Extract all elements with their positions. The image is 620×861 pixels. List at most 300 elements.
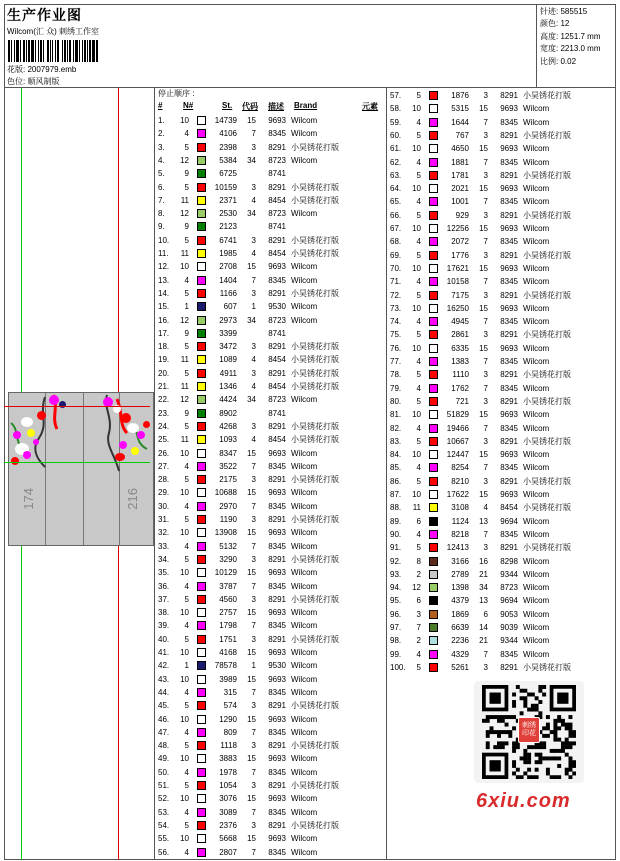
- row-needle: 10: [412, 343, 421, 353]
- row-stitches: 3522: [219, 461, 237, 471]
- row-description: 9039: [500, 623, 518, 632]
- row-index: 29.: [158, 488, 170, 498]
- row-code: 34: [247, 209, 256, 219]
- row-brand: Wilcom: [291, 488, 318, 498]
- row-brand: Wilcom: [523, 569, 550, 579]
- row-needle: 4: [184, 501, 189, 511]
- row-index: 43.: [158, 674, 170, 684]
- row-description: 8291: [500, 370, 518, 380]
- row-stitches: 809: [223, 727, 237, 737]
- row-index: 47.: [158, 727, 170, 737]
- row-description: 8291: [500, 130, 518, 140]
- row-needle: 11: [180, 249, 189, 258]
- row-code: 7: [251, 275, 256, 285]
- row-stitches: 5668: [219, 834, 237, 844]
- row-needle: 2: [416, 569, 421, 579]
- row-index: 83.: [390, 436, 402, 446]
- row-brand: 小昊锈花打版: [291, 288, 339, 298]
- row-brand: 小昊锈花打版: [291, 435, 339, 445]
- row-needle: 5: [184, 288, 189, 298]
- table-row: [156, 486, 387, 499]
- row-index: 93.: [390, 569, 402, 579]
- table-row: [388, 129, 616, 142]
- table-row: [156, 686, 387, 699]
- thread-color-swatch: [197, 488, 206, 497]
- row-stitches: 6639: [451, 623, 469, 632]
- thread-color-swatch: [197, 834, 206, 843]
- row-code: 15: [479, 144, 488, 154]
- row-needle: 2: [416, 636, 421, 646]
- row-index: 15.: [158, 302, 170, 312]
- row-description: 9693: [268, 528, 286, 538]
- thread-color-swatch: [197, 116, 206, 125]
- thread-color-swatch: [429, 623, 438, 632]
- row-code: 15: [247, 448, 256, 458]
- table-row: [156, 526, 387, 539]
- row-brand: Wilcom: [291, 834, 318, 844]
- row-description: 9530: [268, 661, 286, 671]
- row-brand: 小昊锈花打版: [291, 594, 339, 604]
- row-code: 15: [247, 834, 256, 844]
- row-code: 3: [251, 741, 256, 751]
- row-needle: 4: [416, 423, 421, 433]
- row-index: 38.: [158, 608, 170, 618]
- row-needle: 5: [184, 368, 189, 378]
- row-brand: Wilcom: [523, 623, 550, 632]
- row-description: 8454: [268, 355, 286, 365]
- table-header: [156, 101, 387, 111]
- row-brand: 小昊锈花打版: [523, 250, 571, 260]
- row-brand: Wilcom: [291, 302, 318, 312]
- table-row: [388, 156, 616, 169]
- table-row: [156, 779, 387, 792]
- row-description: 8345: [268, 129, 286, 139]
- row-code: 15: [479, 184, 488, 194]
- row-index: 70.: [390, 263, 402, 273]
- row-description: 8291: [268, 142, 286, 152]
- row-code: 15: [247, 794, 256, 804]
- row-stitches: 4560: [219, 594, 237, 604]
- row-code: 15: [247, 674, 256, 684]
- row-index: 95.: [390, 596, 402, 606]
- row-code: 3: [251, 421, 256, 431]
- row-description: 9693: [268, 648, 286, 657]
- row-brand: Wilcom: [291, 541, 318, 551]
- row-code: 7: [251, 807, 256, 817]
- row-needle: 4: [184, 275, 189, 285]
- row-code: 15: [479, 343, 488, 353]
- row-stitches: 17622: [446, 490, 469, 499]
- thread-color-swatch: [197, 183, 206, 192]
- row-brand: Wilcom: [291, 155, 318, 165]
- thread-color-swatch: [429, 650, 438, 659]
- row-index: 86.: [390, 476, 402, 486]
- thread-color-swatch: [197, 781, 206, 790]
- row-needle: 10: [412, 104, 421, 114]
- row-index: 31.: [158, 515, 170, 524]
- row-code: 7: [251, 581, 256, 591]
- row-code: 21: [479, 636, 488, 646]
- row-description: 9693: [268, 714, 286, 724]
- thread-color-swatch: [197, 449, 206, 458]
- row-stitches: 2072: [451, 237, 469, 247]
- row-index: 63.: [390, 170, 402, 180]
- row-brand: Wilcom: [291, 674, 318, 684]
- table-row: [156, 540, 387, 553]
- row-needle: 5: [416, 210, 421, 220]
- stat-height: 高度: 1251.7 mm: [540, 31, 601, 41]
- row-index: 4.: [158, 155, 165, 165]
- row-index: 23.: [158, 408, 170, 418]
- row-needle: 10: [180, 568, 189, 578]
- thread-color-swatch: [197, 262, 206, 271]
- thread-color-swatch: [197, 648, 206, 657]
- row-code: 15: [479, 104, 488, 114]
- table-row: [156, 580, 387, 593]
- row-code: 7: [483, 197, 488, 207]
- thread-color-swatch: [429, 583, 438, 592]
- row-stitches: 1876: [451, 91, 469, 100]
- stat-width: 宽度: 2213.0 mm: [540, 44, 601, 54]
- table-row: [156, 327, 387, 340]
- row-stitches: 1346: [219, 382, 237, 391]
- row-stitches: 8254: [451, 463, 469, 473]
- row-stitches: 6741: [219, 235, 237, 245]
- row-code: 15: [479, 410, 488, 420]
- row-code: 15: [247, 488, 256, 498]
- table-row: [388, 116, 616, 129]
- row-description: 9693: [268, 448, 286, 458]
- stop-sequence-column-2: [388, 88, 616, 688]
- thread-color-swatch: [197, 848, 206, 857]
- row-code: 7: [483, 157, 488, 167]
- table-row: [156, 726, 387, 739]
- row-description: 8345: [500, 463, 518, 473]
- thread-color-swatch: [197, 595, 206, 604]
- row-code: 7: [483, 237, 488, 247]
- stat-scale: 比例: 0.02: [540, 56, 577, 66]
- table-row: [156, 606, 387, 619]
- row-stitches: 78578: [214, 661, 237, 671]
- row-description: 8723: [268, 155, 286, 165]
- table-row: [388, 368, 616, 381]
- row-description: 8741: [268, 169, 286, 179]
- row-needle: 4: [416, 383, 421, 393]
- row-stitches: 3076: [219, 794, 237, 804]
- row-index: 20.: [158, 368, 170, 378]
- row-stitches: 13908: [214, 528, 237, 538]
- thread-color-swatch: [429, 237, 438, 246]
- thread-color-swatch: [197, 249, 206, 258]
- thread-color-swatch: [197, 196, 206, 205]
- row-description: 8345: [268, 275, 286, 285]
- row-index: 13.: [158, 275, 170, 285]
- row-brand: Wilcom: [291, 501, 318, 511]
- row-stitches: 2530: [219, 209, 237, 219]
- row-stitches: 929: [455, 210, 469, 220]
- row-code: 15: [247, 528, 256, 538]
- row-index: 69.: [390, 250, 402, 260]
- row-code: 7: [251, 461, 256, 471]
- row-index: 98.: [390, 636, 402, 646]
- row-index: 6.: [158, 182, 165, 192]
- row-stitches: 1398: [451, 583, 469, 593]
- row-code: 4: [251, 355, 256, 365]
- row-index: 84.: [390, 450, 402, 460]
- thread-color-swatch: [429, 291, 438, 300]
- table-row: [156, 433, 387, 446]
- row-brand: Wilcom: [291, 714, 318, 724]
- thread-color-swatch: [197, 435, 206, 444]
- row-stitches: 3989: [219, 674, 237, 684]
- row-stitches: 1881: [451, 157, 469, 167]
- row-description: 9693: [500, 104, 518, 114]
- row-needle: 4: [416, 237, 421, 247]
- row-stitches: 2236: [451, 636, 469, 646]
- row-index: 99.: [390, 649, 402, 659]
- table-row: [156, 194, 387, 207]
- row-needle: 5: [184, 554, 189, 564]
- thread-color-swatch: [429, 530, 438, 539]
- row-needle: 10: [412, 184, 421, 194]
- stats-panel: [536, 4, 616, 88]
- row-needle: 12: [180, 209, 189, 219]
- row-code: 3: [251, 368, 256, 378]
- row-code: 7: [251, 129, 256, 139]
- row-needle: 4: [416, 357, 421, 366]
- row-index: 89.: [390, 516, 402, 526]
- row-description: 8723: [268, 395, 286, 405]
- row-brand: 小昊锈花打版: [523, 170, 571, 180]
- table-row: [156, 593, 387, 606]
- table-row: [156, 247, 387, 260]
- table-row: [156, 513, 387, 526]
- table-row: [388, 302, 616, 315]
- fabric-panel: [8, 392, 154, 546]
- row-stitches: 10688: [214, 488, 237, 498]
- row-description: 8345: [500, 157, 518, 167]
- row-index: 97.: [390, 623, 402, 632]
- row-index: 18.: [158, 342, 170, 352]
- row-index: 71.: [390, 277, 402, 287]
- row-brand: Wilcom: [523, 224, 550, 233]
- qr-badge: 刺绣印花: [518, 717, 540, 743]
- row-needle: 3: [416, 609, 421, 619]
- row-stitches: 4329: [451, 649, 469, 659]
- row-code: 7: [483, 649, 488, 659]
- row-description: 8291: [268, 820, 286, 830]
- thread-color-swatch: [429, 463, 438, 472]
- row-index: 27.: [158, 461, 170, 471]
- row-brand: Wilcom: [523, 463, 550, 473]
- thread-color-swatch: [197, 568, 206, 577]
- row-needle: 5: [184, 594, 189, 604]
- row-description: 8291: [268, 554, 286, 564]
- row-needle: 5: [416, 543, 421, 553]
- table-row: [156, 806, 387, 819]
- thread-color-swatch: [197, 555, 206, 564]
- row-index: 37.: [158, 594, 170, 604]
- row-index: 26.: [158, 448, 170, 458]
- row-brand: Wilcom: [523, 263, 550, 273]
- row-description: 8291: [500, 396, 518, 406]
- row-brand: Wilcom: [523, 450, 550, 460]
- row-index: 42.: [158, 661, 170, 671]
- row-index: 28.: [158, 475, 170, 485]
- row-stitches: 10158: [446, 277, 469, 287]
- row-index: 3.: [158, 142, 165, 152]
- row-brand: 小昊锈花打版: [523, 91, 571, 100]
- thread-color-swatch: [429, 450, 438, 459]
- row-brand: Wilcom: [291, 395, 318, 405]
- table-row: [156, 234, 387, 247]
- thread-color-swatch: [429, 610, 438, 619]
- thread-color-swatch: [429, 171, 438, 180]
- table-row: [156, 407, 387, 420]
- row-needle: 4: [184, 727, 189, 737]
- row-description: 8345: [268, 847, 286, 857]
- row-stitches: 2376: [219, 820, 237, 830]
- table-row: [156, 500, 387, 513]
- guide-line-red-horizontal: [4, 406, 150, 407]
- table-row: [156, 220, 387, 233]
- row-description: 8345: [268, 687, 286, 697]
- row-index: 1.: [158, 116, 165, 125]
- row-description: 8345: [500, 277, 518, 287]
- thread-color-swatch: [197, 741, 206, 750]
- row-code: 3: [251, 515, 256, 524]
- row-code: 34: [247, 395, 256, 405]
- row-brand: Wilcom: [291, 687, 318, 697]
- row-brand: Wilcom: [291, 608, 318, 618]
- row-description: 8454: [268, 382, 286, 391]
- row-stitches: 4424: [219, 395, 237, 405]
- row-code: 3: [251, 554, 256, 564]
- row-code: 3: [251, 634, 256, 644]
- row-brand: 小昊锈花打版: [523, 503, 571, 513]
- row-code: 7: [251, 727, 256, 737]
- row-description: 9693: [500, 263, 518, 273]
- row-needle: 11: [180, 355, 189, 365]
- row-code: 3: [483, 210, 488, 220]
- row-description: 9530: [268, 302, 286, 312]
- thread-color-swatch: [429, 424, 438, 433]
- row-needle: 5: [416, 91, 421, 100]
- row-index: 88.: [390, 503, 402, 513]
- thread-color-swatch: [429, 317, 438, 326]
- thread-color-swatch: [197, 143, 206, 152]
- row-description: 9053: [500, 609, 518, 619]
- table-row: [388, 568, 616, 581]
- row-description: 8345: [500, 529, 518, 539]
- row-stitches: 4168: [219, 648, 237, 657]
- row-index: 81.: [390, 410, 402, 420]
- thread-color-swatch: [429, 330, 438, 339]
- thread-color-swatch: [429, 104, 438, 113]
- row-brand: Wilcom: [523, 596, 550, 606]
- row-brand: Wilcom: [523, 423, 550, 433]
- row-description: 8454: [500, 503, 518, 513]
- table-row: [388, 262, 616, 275]
- row-index: 5.: [158, 169, 165, 179]
- row-description: 8345: [500, 117, 518, 127]
- row-code: 1: [251, 661, 256, 671]
- row-description: 8723: [268, 315, 286, 325]
- row-needle: 5: [416, 436, 421, 446]
- row-stitches: 10667: [446, 436, 469, 446]
- row-needle: 5: [184, 235, 189, 245]
- table-row: [156, 673, 387, 686]
- table-row: [156, 473, 387, 486]
- row-stitches: 1124: [451, 516, 469, 526]
- row-description: 8291: [500, 476, 518, 486]
- row-index: 62.: [390, 157, 402, 167]
- thread-color-swatch: [197, 369, 206, 378]
- row-brand: Wilcom: [523, 144, 550, 154]
- row-needle: 11: [180, 195, 189, 205]
- row-code: 13: [479, 596, 488, 606]
- row-code: 3: [251, 475, 256, 485]
- row-index: 87.: [390, 490, 402, 499]
- row-needle: 5: [416, 170, 421, 180]
- row-index: 44.: [158, 687, 170, 697]
- row-needle: 10: [180, 528, 189, 538]
- row-code: 7: [483, 317, 488, 327]
- thread-color-swatch: [197, 236, 206, 245]
- row-brand: Wilcom: [523, 237, 550, 247]
- row-brand: Wilcom: [523, 383, 550, 393]
- row-description: 8291: [268, 288, 286, 298]
- row-code: 7: [483, 117, 488, 127]
- thread-color-swatch: [429, 144, 438, 153]
- row-brand: 小昊锈花打版: [523, 130, 571, 140]
- row-brand: 小昊锈花打版: [291, 355, 339, 365]
- row-description: 8291: [500, 436, 518, 446]
- thread-color-swatch: [197, 794, 206, 803]
- row-description: 8291: [268, 594, 286, 604]
- row-stitches: 3089: [219, 807, 237, 817]
- row-index: 74.: [390, 317, 402, 327]
- col-header-element: 元素: [362, 102, 378, 111]
- row-brand: 小昊锈花打版: [523, 330, 571, 340]
- table-row: [388, 528, 616, 541]
- row-needle: 5: [416, 330, 421, 340]
- row-stitches: 4650: [451, 144, 469, 154]
- row-stitches: 3108: [451, 503, 469, 513]
- row-description: 8345: [500, 423, 518, 433]
- row-needle: 4: [184, 461, 189, 471]
- table-row: [388, 515, 616, 528]
- row-stitches: 4268: [219, 421, 237, 431]
- row-needle: 12: [180, 395, 189, 405]
- row-index: 14.: [158, 288, 170, 298]
- table-row: [388, 182, 616, 195]
- thread-color-swatch: [197, 608, 206, 617]
- row-stitches: 1751: [219, 634, 237, 644]
- row-code: 15: [247, 116, 256, 125]
- table-row: [156, 367, 387, 380]
- row-description: 9693: [268, 608, 286, 618]
- table-row: [156, 766, 387, 779]
- thread-color-swatch: [429, 131, 438, 140]
- thread-color-swatch: [429, 663, 438, 672]
- row-description: 9693: [268, 568, 286, 578]
- table-row: [156, 420, 387, 433]
- table-row: [388, 435, 616, 448]
- row-code: 7: [483, 383, 488, 393]
- row-code: 15: [247, 714, 256, 724]
- table-row: [388, 289, 616, 302]
